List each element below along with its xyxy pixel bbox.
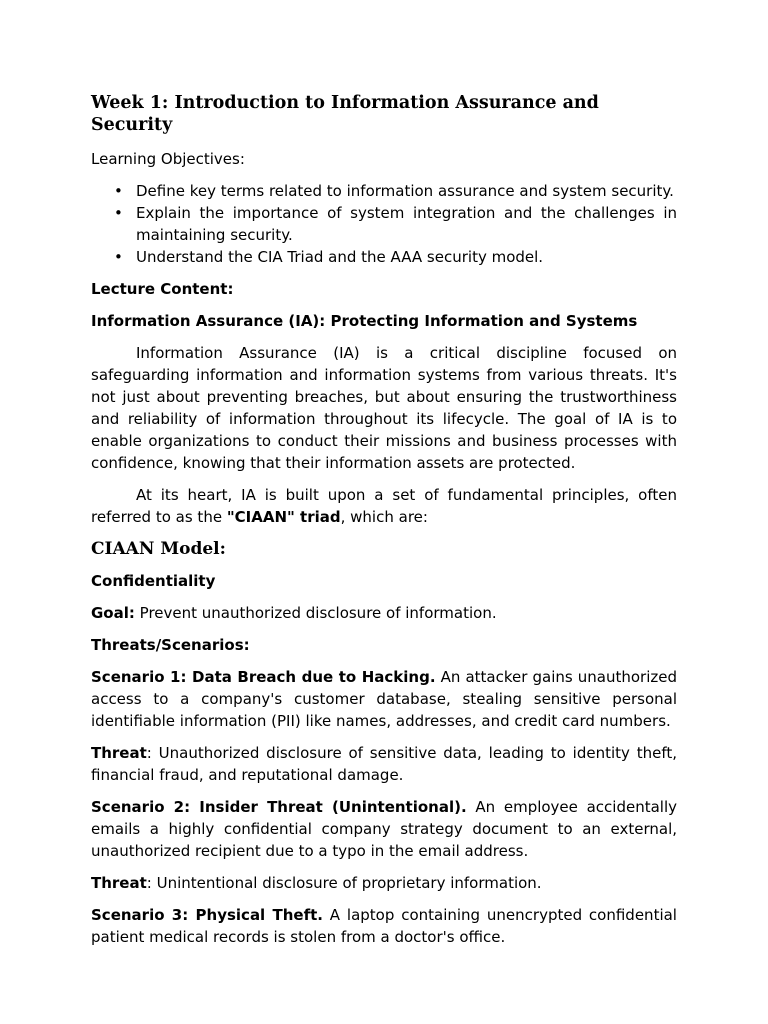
document-page <box>91 92 677 958</box>
goal-label: Goal: <box>91 604 135 622</box>
threat-2-paragraph <box>91 872 677 894</box>
threats-label: Threats/Scenarios: <box>91 636 250 654</box>
goal-text: Prevent unauthorized disclosure of information. <box>134 604 497 622</box>
scenario-1-paragraph <box>91 666 677 732</box>
scenario-2-label: Scenario 2: Insider Threat (Unintentional). <box>91 798 467 816</box>
threat-2-label: Threat <box>91 874 147 892</box>
scenario-1-label: Scenario 1: Data Breach due to Hacking. <box>91 668 436 686</box>
learning-objectives-label: Learning Objectives: <box>91 150 245 168</box>
objective-item <box>114 246 677 268</box>
lecture-content-label: Lecture Content: <box>91 280 234 298</box>
bullet-icon: • <box>114 248 123 266</box>
objectives-list <box>91 180 677 268</box>
threat-1-text: : Unauthorized disclosure of sensitive data, leading to identity theft, financial fraud, and reputational damage. <box>91 744 677 784</box>
objective-item <box>114 180 677 202</box>
threat-1-paragraph <box>91 742 677 786</box>
confidentiality-heading: Confidentiality <box>91 572 216 590</box>
threat-1-label: Threat <box>91 744 147 762</box>
scenario-1-text: An attacker gains unauthorized access to a company's customer database, stealing sensitive personal identifiable information (PII) like names, addresses, and credit card numbers. <box>91 668 677 730</box>
ciaan-triad-term: "CIAAN" triad <box>226 508 341 526</box>
scenario-3-text: A laptop containing unencrypted confidential patient medical records is stolen from a doctor's office. <box>91 906 677 946</box>
scenario-3-label: Scenario 3: Physical Theft. <box>91 906 323 924</box>
heart-paragraph <box>91 484 677 528</box>
objective-text: Define key terms related to information assurance and system security. <box>136 182 674 200</box>
heart-suffix: , which are: <box>340 508 428 526</box>
scenario-2-text: An employee accidentally emails a highly confidential company strategy document to an external, unauthorized recipient due to a typo in the email address. <box>91 798 677 860</box>
ia-heading: Information Assurance (IA): Protecting Information and Systems <box>91 312 638 330</box>
scenario-3-paragraph <box>91 904 677 948</box>
bullet-icon: • <box>114 204 123 222</box>
bullet-icon: • <box>114 182 123 200</box>
threat-2-text: : Unintentional disclosure of proprietary information. <box>146 874 542 892</box>
objective-item <box>114 202 677 246</box>
goal-paragraph <box>91 602 677 624</box>
document-title: Week 1: Introduction to Information Assurance and Security <box>91 93 599 135</box>
heart-prefix: At its heart, IA is built upon a set of fundamental principles, often referred to as the <box>91 486 677 526</box>
objective-text: Understand the CIA Triad and the AAA security model. <box>136 248 544 266</box>
ia-paragraph: Information Assurance (IA) is a critical discipline focused on safeguarding information and information systems from various threats. It's not just about preventing breaches, but about ensuring the trustworthiness and reliability of information throughout its lifecycle. The goal of IA is to enable organizations to conduct their missions and business processes with confidence, knowing that their information assets are protected. <box>91 344 677 472</box>
objective-text: Explain the importance of system integration and the challenges in maintaining security. <box>136 204 677 244</box>
ciaan-heading: CIAAN Model: <box>91 539 226 559</box>
scenario-2-paragraph <box>91 796 677 862</box>
